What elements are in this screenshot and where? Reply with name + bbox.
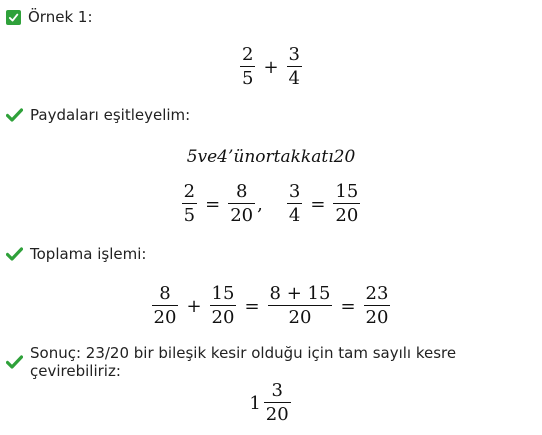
step2-heading xyxy=(6,245,146,263)
check-icon xyxy=(6,247,23,261)
fraction: $\frac{3}{20}$ xyxy=(265,380,289,425)
fraction: $\frac{15}{20}$ xyxy=(335,181,359,226)
fraction: $\frac{2}{5}$ xyxy=(242,44,254,89)
fraction: $\frac{2}{5}$ xyxy=(183,181,196,226)
step1-label: Paydaları eşitleyelim: xyxy=(30,106,191,124)
example-heading xyxy=(6,8,93,26)
checkbox-check-icon xyxy=(6,10,21,25)
check-icon xyxy=(6,355,23,369)
fraction: $\frac{8}{20}$ xyxy=(230,181,254,226)
fraction: $\frac{3}{4}$ xyxy=(288,44,300,89)
step2-label: Toplama işlemi: xyxy=(30,245,147,263)
fraction: $\frac{8}{20}$ xyxy=(153,283,177,328)
result-heading xyxy=(6,344,542,380)
check-icon xyxy=(6,108,23,122)
equalize-expressions: $\frac{2}{5}$ = $\frac{8}{20}$ , $\frac{3}{4}$ = $\frac{15}{20}$ xyxy=(183,181,359,226)
result-label: Sonuç: 23/20 bir bileşik kesir olduğu için tam sayılı kesre çevirebiliriz: xyxy=(30,344,457,380)
mixed-number xyxy=(0,382,542,424)
fraction: $\frac{3}{4}$ xyxy=(288,181,301,226)
fraction: $\frac{8 + 15}{20}$ xyxy=(269,283,331,328)
whole-part: 1 xyxy=(249,392,261,414)
fraction: $\frac{15}{20}$ xyxy=(211,283,235,328)
lcm-text: 5ve4’ünortakkatı20 xyxy=(186,147,356,167)
step1-heading xyxy=(6,106,190,124)
addition-expression: $\frac{8}{20}$ + $\frac{15}{20}$ = $\frac{8 + 15}{20}$ = $\frac{23}{20}$ xyxy=(153,283,389,328)
example-expression: $\frac{2}{5}$ + $\frac{3}{4}$ xyxy=(242,44,300,89)
fraction: $\frac{23}{20}$ xyxy=(365,283,389,328)
example-title: Örnek 1: xyxy=(28,8,93,26)
